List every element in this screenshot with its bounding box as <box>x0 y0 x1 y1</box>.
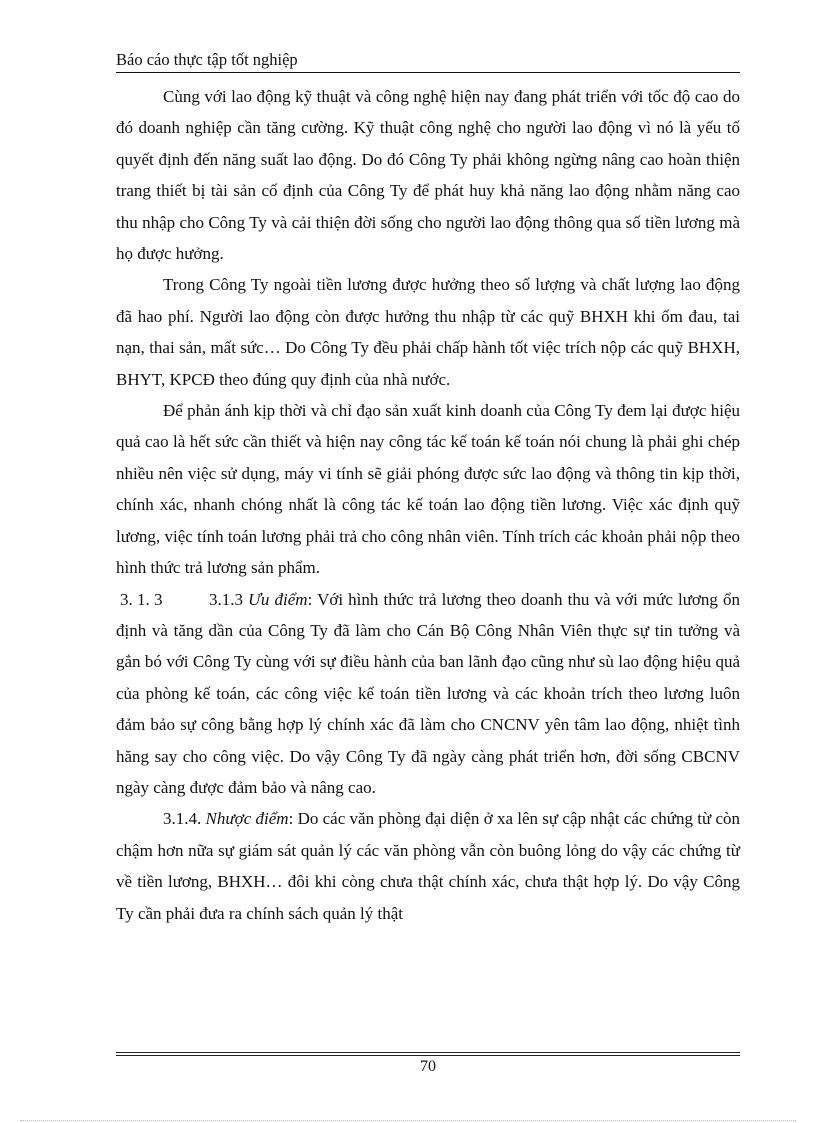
section-3-1-4-text: : Do các văn phòng đại diện ở xa lên sự cập nhật các chứng từ còn chậm hơn nữa sự giám sát quản lý các văn phòng vẫn còn buông lỏng do vậy các chứng từ về tiền lương, BHXH… đôi khi còng chưa thật chính xác, chưa thật hợp lý. Do vậy Công Ty cần phải đưa ra chính sách quản lý thật <box>116 809 741 923</box>
section-3-1-4-number: 3.1.4. <box>163 809 202 829</box>
section-3-1-3-auto-number: 3. 1. 3 <box>120 589 163 609</box>
footer-divider-bottom <box>116 1055 740 1056</box>
page-number: 70 <box>420 1058 436 1075</box>
section-3-1-4 <box>116 803 740 929</box>
section-3-1-3 <box>116 584 740 804</box>
page-edge-dotted-line <box>20 1120 796 1121</box>
header-divider <box>116 72 740 73</box>
section-3-1-3-heading: Ưu điểm <box>248 589 308 609</box>
section-3-1-4-heading: Nhược điểm <box>205 809 289 829</box>
page-header-title: Báo cáo thực tập tốt nghiệp <box>116 50 298 69</box>
paragraph-3: Để phản ánh kịp thời và chỉ đạo sản xuất kinh doanh của Công Ty đem lại được hiệu quả cao là hết sức cần thiết và hiện nay công tác kế toán kế toán nói chung là phải ghi chép nhiều nên việc sử dụng, máy vi tính sẽ giải phóng được sức lao động và thông tin kịp thời, chính xác, nhanh chóng nhất là công tác kế toán lao động tiền lương. Việc xác định quỹ lương, việc tính toán lương phải trả cho công nhân viên. Tính trích các khoản phải nộp theo hình thức trả lương sản phẩm. <box>116 401 740 578</box>
section-3-1-3-text: : Với hình thức trả lương theo doanh thu và với mức lương ổn định và tăng dần của Công Ty đã làm cho Cán Bộ Công Nhân Viên thực sự tin tưởng và gắn bó với Công Ty cùng với sự điều hành của ban lãnh đạo cũng như sù lao động hiệu quả của phòng kế toán, các công việc kế toán tiền lương và các khoản trích theo lương luôn đảm bảo sự công bằng hợp lý chính xác đã làm cho CNCNV yên tâm lao động, nhiệt tình hăng say cho công việc. Do vậy Công Ty đã ngày càng phát triển hơn, đời sống CBCNV ngày càng được đảm bảo và nâng cao. <box>116 589 740 797</box>
paragraph-2: Trong Công Ty ngoài tiền lương được hưởng theo số lượng và chất lượng lao động đã hao phí. Người lao động còn được hưởng thu nhập từ các quỹ BHXH khi ốm đau, tai nạn, thai sản, mất sức… Do Công Ty đều phải chấp hành tốt việc trích nộp các quỹ BHXH, BHYT, KPCĐ theo đúng quy định của nhà nước. <box>116 275 740 389</box>
section-3-1-3-number: 3.1.3 <box>209 589 243 609</box>
footer-divider-top <box>116 1052 740 1053</box>
paragraph-1: Cùng với lao động kỹ thuật và công nghệ hiện nay đang phát triển với tốc độ cao do đó doanh nghiệp cần tăng cường. Kỹ thuật công nghệ cho người lao động vì nó là yếu tố quyết định đến năng suất lao động. Do đó Công Ty phải không ngừng nâng cao hoàn thiện trang thiết bị tài sản cố định của Công Ty để phát huy khả năng lao động nhằm năng cao thu nhập cho Công Ty và cải thiện đời sống cho người lao động thông qua số tiền lương mà họ được hưởng. <box>116 87 740 264</box>
body-text <box>116 81 740 929</box>
